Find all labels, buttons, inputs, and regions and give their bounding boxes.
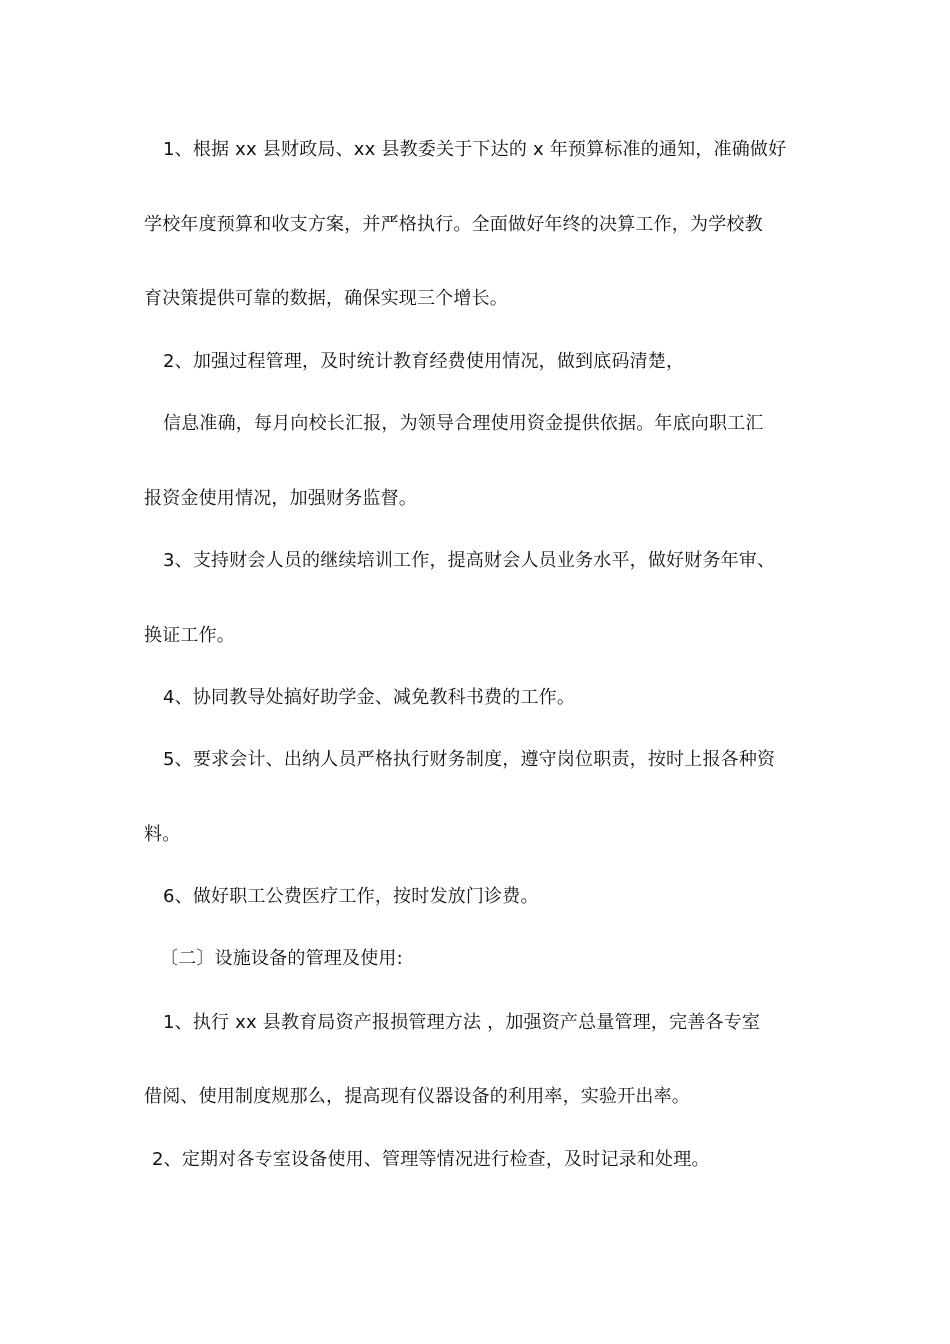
section-heading: 〔二〕设施设备的管理及使用: [160, 948, 403, 969]
paragraph-line-14: 1、执行 xx 县教育局资产报损管理方法 ，加强资产总量管理，完善各专室 [163, 1012, 761, 1033]
paragraph-line-6: 报资金使用情况，加强财务监督。 [144, 488, 417, 509]
paragraph-line-12: 6、做好职工公费医疗工作，按时发放门诊费。 [163, 886, 539, 907]
paragraph-line-11: 料。 [144, 824, 181, 845]
paragraph-line-1: 1、根据 xx 县财政局、xx 县教委关于下达的 x 年预算标准的通知，准确做好 [163, 139, 787, 160]
paragraph-line-10: 5、要求会计、出纳人员严格执行财务制度，遵守岗位职责，按时上报各种资 [163, 749, 776, 770]
paragraph-line-7: 3、支持财会人员的继续培训工作，提高财会人员业务水平，做好财务年审、 [163, 550, 776, 571]
paragraph-line-15: 借阅、使用制度规那么，提高现有仪器设备的利用率，实验开出率。 [144, 1086, 690, 1107]
paragraph-line-2: 学校年度预算和收支方案，并严格执行。全面做好年终的决算工作，为学校教 [144, 214, 763, 235]
paragraph-line-8: 换证工作。 [144, 625, 235, 646]
paragraph-line-5: 信息准确，每月向校长汇报，为领导合理使用资金提供依据。年底向职工汇 [163, 413, 764, 434]
paragraph-line-16: 2、定期对各专室设备使用、管理等情况进行检查，及时记录和处理。 [152, 1149, 710, 1170]
paragraph-line-4: 2、加强过程管理，及时统计教育经费使用情况，做到底码清楚， [163, 351, 685, 372]
paragraph-line-9: 4、协同教导处搞好助学金、减免教科书费的工作。 [163, 687, 576, 708]
paragraph-line-3: 育决策提供可靠的数据，确保实现三个增长。 [144, 288, 508, 309]
